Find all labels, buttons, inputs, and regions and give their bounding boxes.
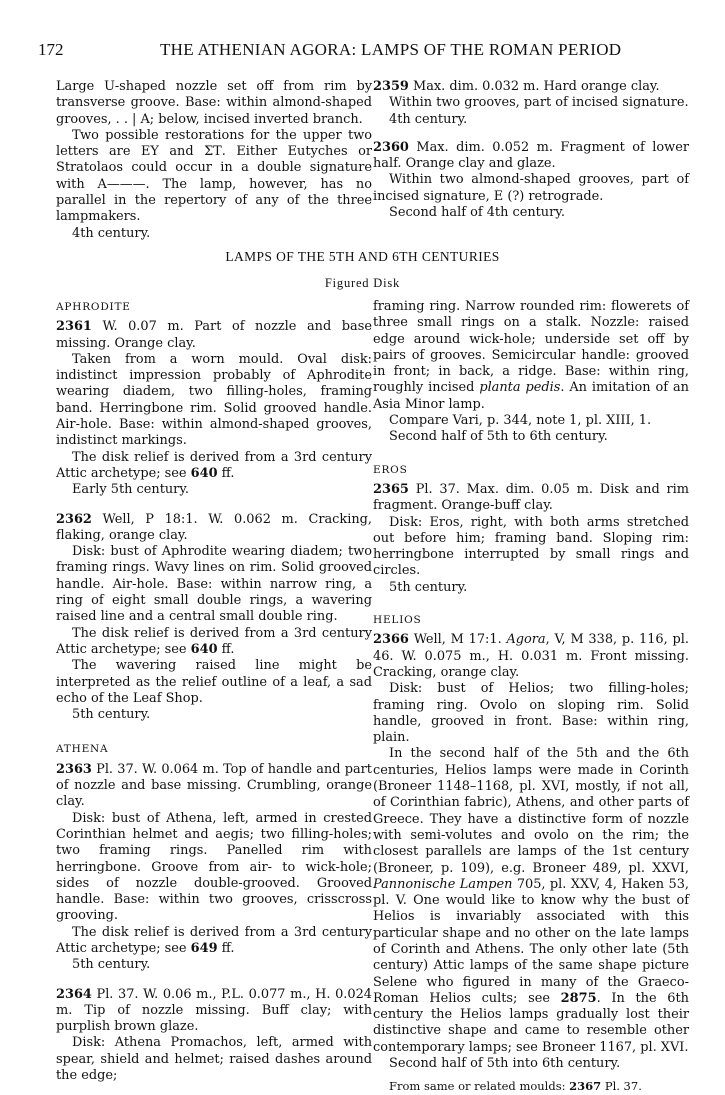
italic-term: planta pedis xyxy=(479,380,561,396)
date-line: Second half of 5th into 6th century. xyxy=(389,1056,621,1072)
date-line: 4th century. xyxy=(389,111,468,127)
catalogue-number: 2365 xyxy=(373,481,409,497)
paragraph: Disk: Athena Promachos, left, armed with spear, shield and helmet; raised dashes around the edge; xyxy=(56,1035,372,1084)
subject-heading: HELIOS xyxy=(373,614,422,627)
page-number: 172 xyxy=(38,40,64,59)
moulds-note xyxy=(373,1078,689,1094)
text: . An imitation of an Asia Minor lamp. xyxy=(373,380,689,412)
date-line: Second half of 5th to 6th century. xyxy=(389,429,608,445)
subject-heading: ATHENA xyxy=(56,743,109,756)
top-right-block xyxy=(373,79,689,221)
date-line: Second half of 4th century. xyxy=(389,205,565,221)
paragraph: Within two grooves, part of incised signature. xyxy=(389,95,689,111)
paragraph: Disk: bust of Helios; two filling-holes; framing ring. Ovolo on sloping rim. Solid handle, grooved in front. Base: within ring, plain. xyxy=(373,681,689,746)
text: Well, M 17:1. xyxy=(413,632,507,648)
catalogue-number: 2361 xyxy=(56,319,92,335)
left-column xyxy=(56,299,372,1084)
paragraph xyxy=(56,925,372,958)
entry-text: Max. dim. 0.032 m. Hard orange clay. xyxy=(413,79,660,94)
catalogue-number: 2362 xyxy=(56,511,92,527)
cross-reference: 2367 xyxy=(569,1079,602,1094)
italic-term: Agora xyxy=(506,632,546,648)
paragraph: Taken from a worn mould. Oval disk: indistinct impression probably of Aphrodite wearing diadem, two filling-holes, framing band. Herringbone rim. Solid grooved handle. Air-hole. Base: within almond-shaped grooves, indistinct markings. xyxy=(56,351,372,449)
text: . In the 6th century the Helios lamps gradually lost their distinctive shape and came to resemble other contemporary lamps; see Broneer 1167, pl. XVI. xyxy=(373,990,689,1055)
italic-term: Pannonische Lampen xyxy=(373,876,513,892)
text: From same or related moulds: xyxy=(389,1079,570,1094)
catalogue-number: 2360 xyxy=(373,139,409,155)
paragraph: Within two almond-shaped grooves, part of incised signature, Ε (?) retrograde. xyxy=(373,172,689,204)
text: ff. xyxy=(217,641,235,657)
catalogue-number: 2359 xyxy=(373,79,409,94)
text: The disk relief is derived from a 3rd century Attic archetype; see xyxy=(56,625,372,657)
running-title: THE ATHENIAN AGORA: LAMPS OF THE ROMAN PERIOD xyxy=(160,40,622,59)
date-line: 5th century. xyxy=(72,707,151,723)
paragraph: Disk: bust of Athena, left, armed in crested Corinthian helmet and aegis; two filling-holes; two framing rings. Panelled rim with herringbone. Groove from air- to wick-hole; sides of nozzle double-grooved. Grooved handle. Base: within two grooves, crisscross grooving. xyxy=(56,810,372,924)
subject-heading: EROS xyxy=(373,463,408,476)
paragraph: The wavering raised line might be interpreted as the relief outline of a leaf, a sad echo of the Leaf Shop. xyxy=(56,658,372,706)
section-title: LAMPS OF THE 5TH AND 6TH CENTURIES xyxy=(225,249,500,264)
date-line: 5th century. xyxy=(72,957,151,973)
cross-reference: 640 xyxy=(190,465,218,481)
entry-text: W. 0.07 m. Part of nozzle and base missing. Orange clay. xyxy=(56,319,372,351)
paragraph: Disk: Eros, right, with both arms stretched out before him; framing band. Sloping rim: herringbone interrupted by small rings and circles. xyxy=(373,514,689,579)
text: In the second half of the 5th and the 6th centuries, Helios lamps were made in Corinth (Broneer 1148–1168, pl. XVI, mostly, if not all, of Corinthian fabric), Athens, and other parts of Greece. They have a distinctive form of nozzle with semi-volutes and ovolo on the rim; the closest parallels are lamps of the 1st century (Broneer, p. 109), e.g. Broneer 489, pl. XXVI, xyxy=(373,746,689,876)
cross-reference: 2875 xyxy=(560,990,597,1006)
subject-heading: APHRODITE xyxy=(56,301,131,313)
entry-text: Pl. 37. W. 0.064 m. Top of handle and part of nozzle and base missing. Crumbling, orange clay. xyxy=(56,761,372,810)
section-subtitle: Figured Disk xyxy=(324,276,401,290)
catalogue-number: 2363 xyxy=(56,761,92,777)
entry-2364 xyxy=(56,987,372,1036)
cross-reference: 649 xyxy=(190,940,218,956)
paragraph xyxy=(373,746,689,1056)
catalogue-number: 2366 xyxy=(373,632,409,648)
entry-text: Well, P 18:1. W. 0.062 m. Cracking, flaking, orange clay. xyxy=(56,511,372,543)
text: ff. xyxy=(217,465,235,481)
entry-2359 xyxy=(373,79,689,95)
top-left-block xyxy=(56,79,372,242)
catalogue-number: 2364 xyxy=(56,986,92,1002)
date-line: Early 5th century. xyxy=(72,482,190,498)
text: , V, M 338, p. 116, pl. 46. W. 0.075 m., H. 0.031 m. Front missing. Cracking, orange clay. xyxy=(373,632,689,680)
date-line: 4th century. xyxy=(72,225,151,241)
text: Pl. 37. xyxy=(601,1079,642,1094)
entry-text: Pl. 37. W. 0.06 m., P.L. 0.077 m., H. 0.024 m. Tip of nozzle missing. Buff clay; with purplish brown glaze. xyxy=(56,986,372,1035)
text: framing ring. Narrow rounded rim: flowerets of three small rings on a stalk. Nozzle: raised edge around wick-hole; underside set off by pairs of grooves. Semicircular handle: grooved in front; in back, a ridge. Base: within ring, roughly incised xyxy=(373,299,689,396)
entry-2363 xyxy=(56,762,372,811)
entry-2361 xyxy=(56,319,372,352)
right-column xyxy=(373,299,689,1095)
entry-2366 xyxy=(373,632,689,681)
text: The disk relief is derived from a 3rd century Attic archetype; see xyxy=(56,924,372,956)
entry-text: Max. dim. 0.052 m. Fragment of lower half. Orange clay and glaze. xyxy=(373,139,689,172)
text: 705, pl. XXV, 4, Haken 53, pl. V. One would like to know why the bust of Helios is invariably associated with this particular shape and no other on the late lamps of Corinth and Athens. The only other late (5th century) Attic lamps of the same shape picture Selene who figured in many of the Graeco-Roman Helios cults; see xyxy=(373,876,690,1006)
paragraph: Large U-shaped nozzle set off from rim by transverse groove. Base: within almond-shaped grooves, . . | A; below, incised inverted branch. xyxy=(56,79,372,127)
entry-2362 xyxy=(56,512,372,545)
entry-2365 xyxy=(373,482,689,515)
paragraph xyxy=(56,626,372,659)
cross-reference: 640 xyxy=(190,641,218,657)
paragraph xyxy=(56,450,372,483)
text: ff. xyxy=(217,940,235,956)
text: The disk relief is derived from a 3rd century Attic archetype; see xyxy=(56,449,372,481)
paragraph xyxy=(373,299,689,413)
entry-text: Pl. 37. Max. dim. 0.05 m. Disk and rim fragment. Orange-buff clay. xyxy=(373,481,689,514)
paragraph: Two possible restorations for the upper two letters are ΕΥ and ΣΤ. Either Eutyches or Stratolaos could occur in a double signature with Α———. The lamp, however, has no parallel in the repertory of any of the three lampmakers. xyxy=(56,127,372,225)
paragraph: Compare Vari, p. 344, note 1, pl. XIII, 1. xyxy=(389,413,652,429)
paragraph: Disk: bust of Aphrodite wearing diadem; two framing rings. Wavy lines on rim. Solid grooved handle. Air-hole. Base: within narrow ring, a ring of eight small double rings, a wavering raised line and a central small double ring. xyxy=(56,544,372,625)
date-line: 5th century. xyxy=(389,579,468,595)
entry-2360 xyxy=(373,140,689,173)
